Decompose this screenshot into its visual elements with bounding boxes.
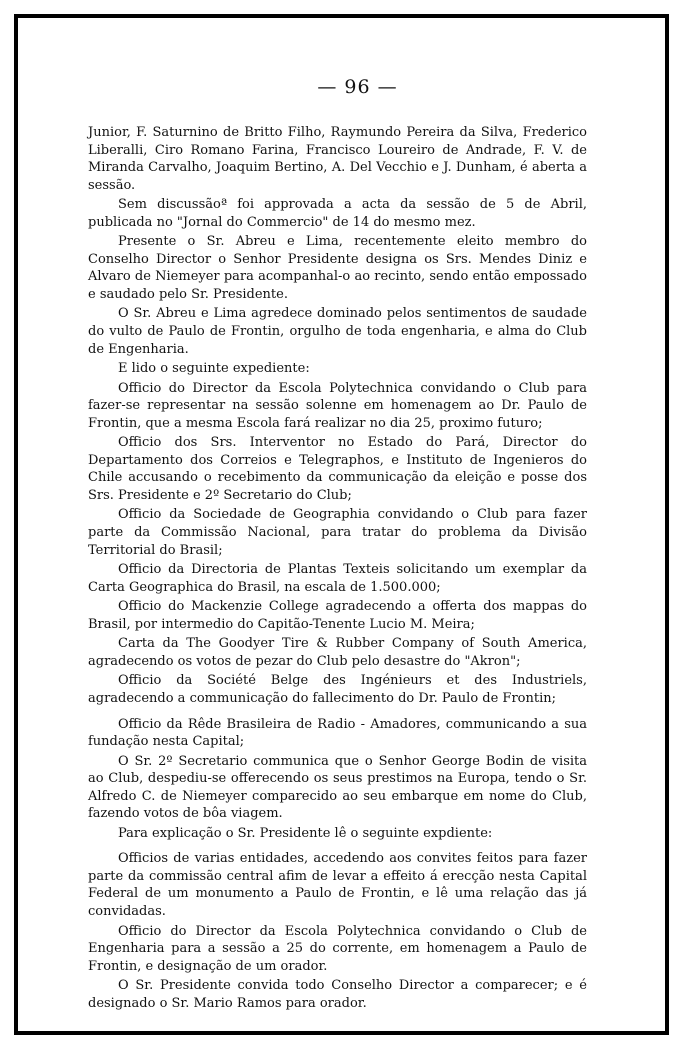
paragraph-officio-belge: Officio da Société Belge des Ingénieurs et des Industriels, agradecendo a communicação do fallecimento do Dr. Paulo de Frontin; <box>88 673 587 706</box>
paragraph-carta-goodyer: Carta da The Goodyer Tire & Rubber Company of South America, agradecendo os votos de pezar do Club pelo desastre do "Akron"; <box>88 636 587 669</box>
page-content <box>88 70 587 1014</box>
paragraph-new-member: Presente o Sr. Abreu e Lima, recentemente eleito membro do Conselho Director o Senhor Presidente designa os Srs. Mendes Diniz e Alvaro de Niemeyer para acompanhal-o ao recinto, sendo então empossado e saudado pelo Sr. Presidente. <box>88 234 587 302</box>
paragraph-thanks: O Sr. Abreu e Lima agredece dominado pelos sentimentos de saudade do vulto de Paulo de Frontin, orgulho de toda engenharia, e alma do Club de Engenharia. <box>88 306 587 357</box>
paragraph-officio-interventor: Officio dos Srs. Interventor no Estado do Pará, Director do Departamento dos Correios e Telegraphos, e Instituto de Ingenieros do Chile accusando o recebimento da communicação da eleição e posse dos Srs. Presidente e 2º Secretario do Club; <box>88 435 587 503</box>
paragraph-officio-mackenzie: Officio do Mackenzie College agradecendo a offerta dos mappas do Brasil, por intermedio do Capitão-Tenente Lucio M. Meira; <box>88 599 587 632</box>
paragraph-officio-geographia: Officio da Sociedade de Geographia convidando o Club para fazer parte da Commissão Nacional, para tratar do problema da Divisão Territorial do Brasil; <box>88 507 587 558</box>
paragraph-explicacao: Para explicação o Sr. Presidente lê o seguinte expdiente: <box>118 825 493 841</box>
paragraph-officio-radio: Officio da Rêde Brasileira de Radio - Amadores, communicando a sua fundação nesta Capital; <box>88 716 587 750</box>
paragraph-minutes-approval: Sem discussãoª foi approvada a acta da sessão de 5 de Abril, publicada no "Jornal do Commercio" de 14 do mesmo mez. <box>88 197 587 230</box>
paragraph-officio-plantas: Officio da Directoria de Plantas Texteis solicitando um exemplar da Carta Geographica do Brasil, na escala de 1.500.000; <box>88 562 587 595</box>
paragraph-officio-director: Officio do Director da Escola Polytechnica convidando o Club de Engenharia para a sessão a 25 do corrente, em homenagem a Paulo de Frontin, e designação de um orador. <box>88 923 587 974</box>
paragraph-officios-entidades: Officios de varias entidades, accedendo aos convites feitos para fazer parte da commissão central afim de levar a effeito á erecção nesta Capital Federal de um monumento a Paulo de Frontin, e lê uma relação das já convidadas. <box>88 851 587 919</box>
page-number: — 96 — <box>317 76 398 98</box>
paragraph-attendees: Junior, F. Saturnino de Britto Filho, Raymundo Pereira da Silva, Frederico Liberalli, Ciro Romano Farina, Francisco Loureiro de Andrade, F. V. de Miranda Carvalho, Joaquim Bertino, A. Del Vecchio e J. Dunham, é aberta a sessão. <box>88 125 587 193</box>
paragraph-secretario-bodin: O Sr. 2º Secretario communica que o Senhor George Bodin de visita ao Club, despediu-se offerecendo os seus prestimos na Europa, tendo o Sr. Alfredo C. de Niemeyer comparecido ao seu embarque em nome do Club, fazendo votos de bôa viagem. <box>88 753 587 822</box>
paragraph-expediente-intro: E lido o seguinte expediente: <box>118 361 310 377</box>
paragraph-presidente-convida: O Sr. Presidente convida todo Conselho Director a comparecer; e é designado o Sr. Mario Ramos para orador. <box>88 978 587 1011</box>
paragraph-officio-polytechnica: Officio do Director da Escola Polytechnica convidando o Club para fazer-se representar na sessão solenne em homenagem ao Dr. Paulo de Frontin, que a mesma Escola fará realizar no dia 25, proximo futuro; <box>88 380 587 431</box>
